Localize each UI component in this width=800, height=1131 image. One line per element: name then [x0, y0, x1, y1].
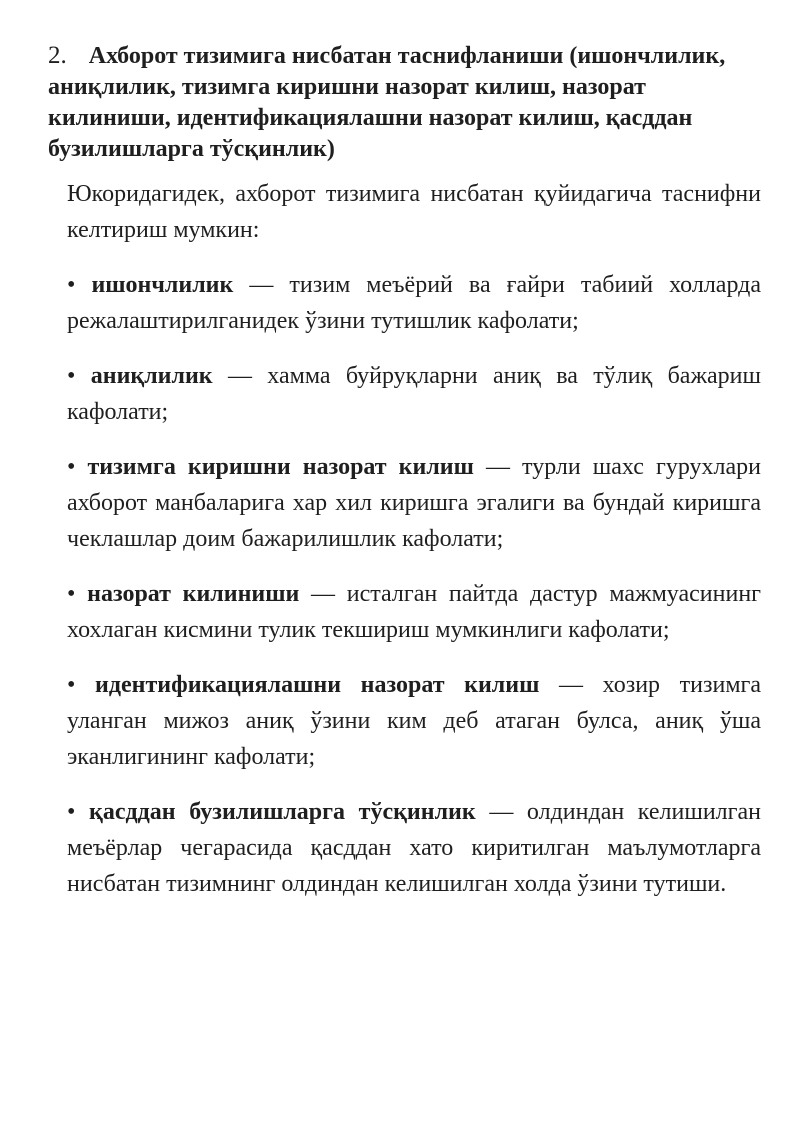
intro-paragraph: Юкоридагидек, ахборот тизимига нисбатан қуйидагича таснифни келтириш мумкин: [67, 181, 761, 243]
term: қасддан бузилишларга тўсқинлик [89, 799, 476, 825]
section-heading [48, 40, 748, 165]
definition: — тизим меъёрий ва ғайри табиий холларда режалаштирилганидек ўзини тутишлик кафолати; [67, 272, 761, 334]
list-item [67, 576, 761, 648]
bullet: • [67, 454, 88, 480]
list-item [67, 794, 761, 902]
list-item [67, 667, 761, 775]
definition: — турли шахс гурухлари ахборот манбаларига хар хил киришга эгалиги ва бундай киришга чеклашлар доим бажарилишлик кафолати; [67, 454, 761, 552]
definition: — хамма буйруқларни аниқ ва тўлиқ бажариш кафолати; [67, 363, 761, 425]
term: тизимга киришни назорат килиш [87, 454, 474, 480]
bullet: • [67, 799, 90, 825]
section-number: 2. [48, 42, 67, 69]
bullet: • [67, 581, 88, 607]
section-title: Ахборот тизимига нисбатан таснифланиши (ишончлилик, аниқлилик, тизимга киришни назорат килиш, назорат килиниши, идентификациялашни назорат килиш, қасддан бузилишларга тўсқинлик) [48, 43, 726, 162]
bullet: • [67, 672, 96, 698]
term: назорат килиниши [87, 581, 300, 607]
bullet: • [67, 272, 92, 298]
bullet: • [67, 363, 91, 389]
list-item [67, 449, 761, 557]
term: аниқлилик [90, 363, 213, 389]
definition: — хозир тизимга уланган мижоз аниқ ўзини ким деб атаган булса, аниқ ўша эканлигининг кафолати; [67, 672, 762, 770]
term: идентификациялашни назорат килиш [95, 672, 540, 698]
section-body [67, 176, 761, 921]
definition: — исталган пайтда дастур мажмуасининг хохлаган кисмини тулик текшириш мумкинлиги кафолати; [67, 581, 762, 643]
term: ишончлилик [91, 272, 234, 298]
list-item [67, 267, 761, 339]
definition: — олдиндан келишилган меъёрлар чегарасида қасддан хато киритилган маълумотларга нисбатан тизимнинг олдиндан келишилган холда ўзини тутиши. [67, 799, 761, 897]
list-item [67, 358, 761, 430]
